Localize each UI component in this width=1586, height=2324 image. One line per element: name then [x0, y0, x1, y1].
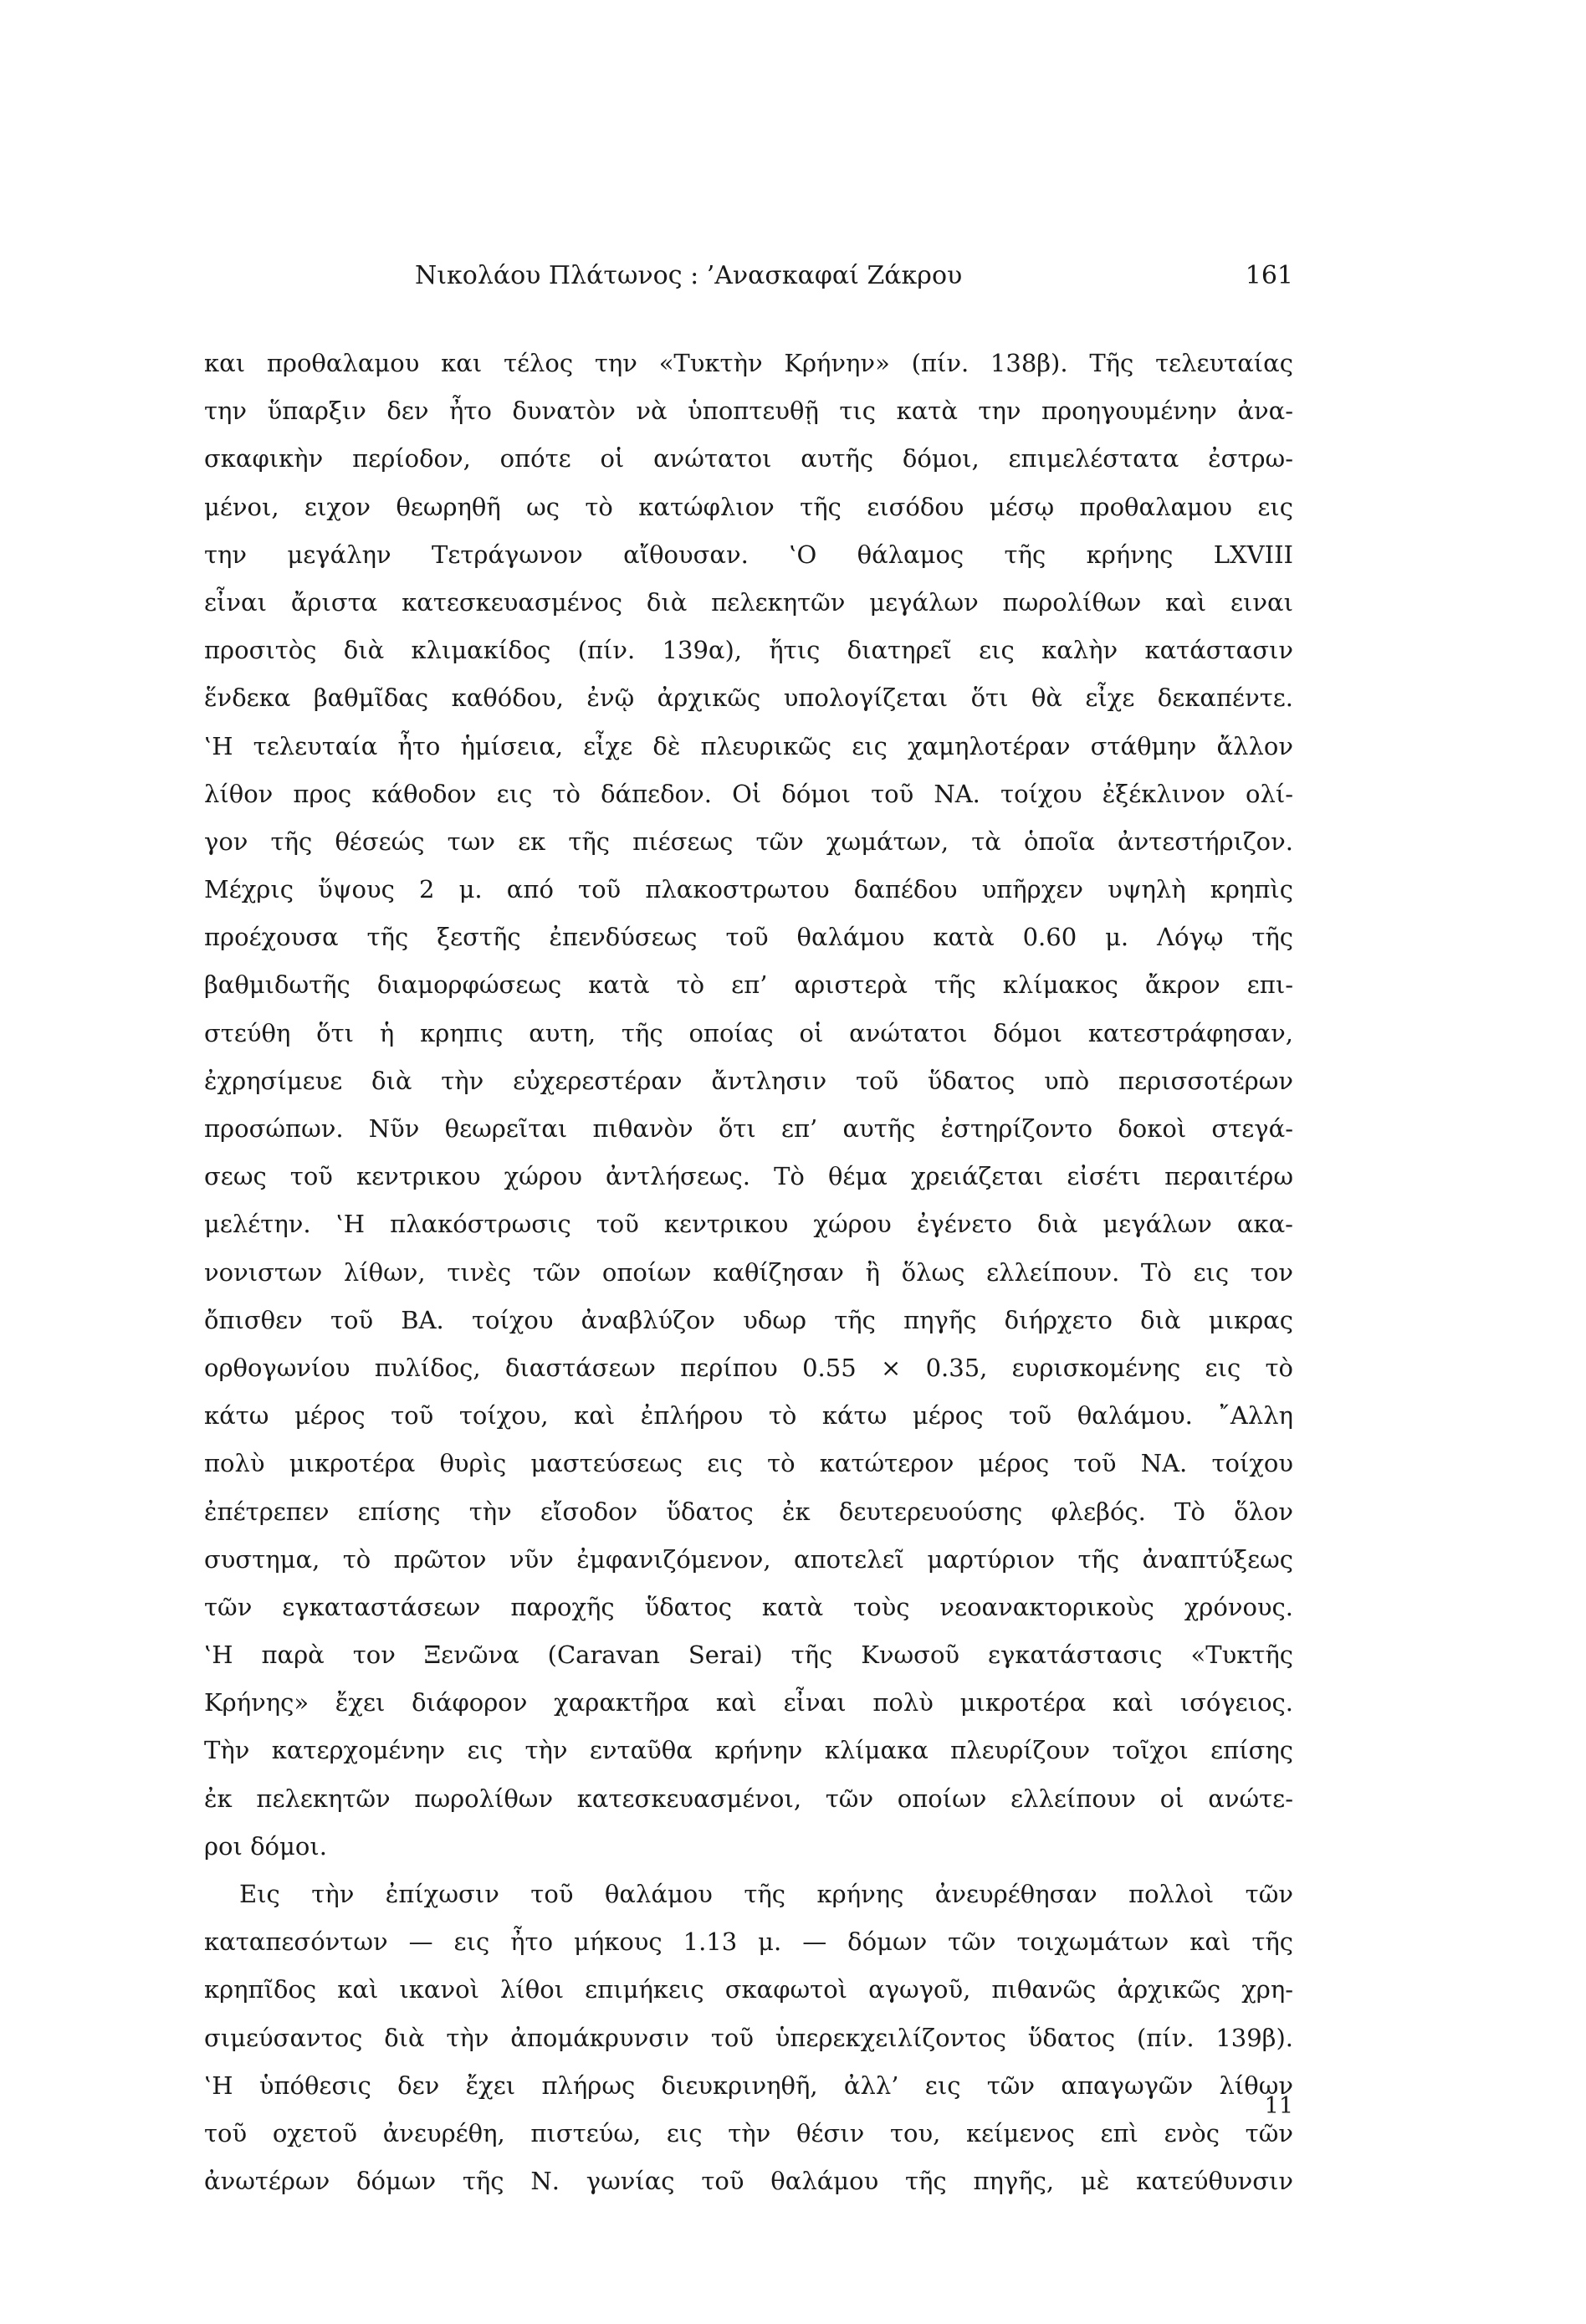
- running-head: [415, 256, 1293, 296]
- text-line: ροι δόμοι.: [204, 1831, 327, 1861]
- signature-mark: 11: [1264, 2093, 1293, 2119]
- text-line: ‛Η παρὰ τον Ξενῶνα (Caravan Serai) τῆς Κνωσοῦ εγκατάστασις «Τυκτῆς: [204, 1641, 1293, 1670]
- text-line: συστημα, τὸ πρῶτον νῦν ἐμφανιζόμενον, αποτελεῖ μαρτύριον τῆς ἀναπτύξεως: [204, 1544, 1293, 1574]
- text-line: σεως τοῦ κεντρικου χώρου ἀντλήσεως. Τὸ θέμα χρειάζεται εἰσέτι περαιτέρω: [204, 1162, 1293, 1191]
- text-line: τῶν εγκαταστάσεων παροχῆς ὕδατος κατὰ τοὺς νεοανακτορικοὺς χρόνους.: [204, 1592, 1293, 1621]
- text-line: καταπεσόντων — εις ἦτο μήκους 1.13 μ. — δόμων τῶν τοιχωμάτων καὶ τῆς: [204, 1927, 1293, 1957]
- text-line: ἀνωτέρων δόμων τῆς Ν. γωνίας τοῦ θαλάμου τῆς πηγῆς, μὲ κατεύθυνσιν: [204, 2167, 1293, 2196]
- text-line: μελέτην. ‛Η πλακόστρωσις τοῦ κεντρικου χώρου ἐγένετο διὰ μεγάλων ακα-: [204, 1210, 1293, 1239]
- text-line: ‛Η τελευταία ἦτο ἡμίσεια, εἶχε δὲ πλευρικῶς εις χαμηλοτέραν στάθμην ἄλλον: [204, 731, 1293, 760]
- text-line: σκαφικὴν περίοδον, οπότε οἱ ανώτατοι αυτῆς δόμοι, επιμελέστατα ἐστρω-: [204, 444, 1293, 474]
- text-line: ορθογωνίου πυλίδος, διαστάσεων περίπου 0.55 × 0.35, ευρισκομένης εις τὸ: [204, 1353, 1293, 1382]
- text-line: προέχουσα τῆς ξεστῆς ἐπενδύσεως τοῦ θαλάμου κατὰ 0.60 μ. Λόγῳ τῆς: [204, 923, 1293, 952]
- text-line: Τὴν κατερχομένην εις τὴν ενταῦθα κρήνην κλίμακα πλευρίζουν τοῖχοι επίσης: [204, 1736, 1293, 1765]
- text-line: ἐπέτρεπεν επίσης τὴν εἴσοδον ὕδατος ἐκ δευτερευούσης φλεβός. Τὸ ὅλον: [204, 1497, 1293, 1526]
- text-line: στεύθη ὅτι ἡ κρηπις αυτη, τῆς οποίας οἱ ανώτατοι δόμοι κατεστράφησαν,: [204, 1018, 1293, 1047]
- text-line: ἐχρησίμευε διὰ τὴν εὐχερεστέραν ἄντλησιν τοῦ ὕδατος υπὸ περισσοτέρων: [204, 1066, 1293, 1095]
- body-text: [204, 340, 1293, 2205]
- page-number: 161: [1245, 261, 1293, 290]
- text-line: προσώπων. Νῦν θεωρεῖται πιθανὸν ὅτι επ’ αυτῆς ἐστηρίζοντο δοκοὶ στεγά-: [204, 1114, 1293, 1143]
- text-line: Κρήνης» ἔχει διάφορον χαρακτῆρα καὶ εἶναι πολὺ μικροτέρα καὶ ισόγειος.: [204, 1688, 1293, 1717]
- text-line: ‛Η ὑπόθεσις δεν ἔχει πλήρως διευκρινηθῆ, ἀλλ’ εις τῶν απαγωγῶν λίθων: [204, 2071, 1293, 2100]
- text-line: πολὺ μικροτέρα θυρὶς μαστεύσεως εις τὸ κατώτερον μέρος τοῦ ΝΑ. τοίχου: [204, 1449, 1293, 1478]
- running-head-title: Νικολάου Πλάτωνος : ’Ανασκαφαί Ζάκρου: [415, 261, 963, 290]
- text-line: προσιτὸς διὰ κλιμακίδος (πίν. 139α), ἥτις διατηρεῖ εις καλὴν κατάστασιν: [204, 636, 1293, 665]
- text-line: βαθμιδωτῆς διαμορφώσεως κατὰ τὸ επ’ αριστερὰ τῆς κλίμακος ἄκρον επι-: [204, 970, 1293, 1000]
- text-line: την μεγάλην Τετράγωνον αἴθουσαν. ‛Ο θάλαμος τῆς κρήνης LXVIII: [204, 540, 1293, 569]
- text-line: ἕνδεκα βαθμῖδας καθόδου, ἐνῷ ἀρχικῶς υπολογίζεται ὅτι θὰ εἶχε δεκαπέντε.: [204, 683, 1293, 713]
- text-line: κρηπῖδος καὶ ικανοὶ λίθοι επιμήκεις σκαφωτοὶ αγωγοῦ, πιθανῶς ἀρχικῶς χρη-: [204, 1975, 1293, 2004]
- text-line: ἐκ πελεκητῶν πωρολίθων κατεσκευασμένοι, τῶν οποίων ελλείπουν οἱ ανώτε-: [204, 1784, 1293, 1813]
- text-line: Μέχρις ὕψους 2 μ. από τοῦ πλακοστρωτου δαπέδου υπῆρχεν υψηλὴ κρηπὶς: [204, 875, 1293, 904]
- text-line: εἶναι ἄριστα κατεσκευασμένος διὰ πελεκητῶν μεγάλων πωρολίθων καὶ ειναι: [204, 587, 1293, 617]
- text-line: την ὕπαρξιν δεν ἦτο δυνατὸν νὰ ὑποπτευθῇ τις κατὰ την προηγουμένην ἀνα-: [204, 397, 1293, 426]
- text-line: τοῦ οχετοῦ ἀνευρέθη, πιστεύω, εις τὴν θέσιν του, κείμενος επὶ ενὸς τῶν: [204, 2118, 1293, 2147]
- text-line: ὄπισθεν τοῦ ΒΑ. τοίχου ἀναβλύζον υδωρ τῆς πηγῆς διήρχετο διὰ μικρας: [204, 1305, 1293, 1334]
- text-line: και προθαλαμου και τέλος την «Τυκτὴν Κρήνην» (πίν. 138β). Τῆς τελευταίας: [204, 349, 1293, 377]
- text-line: λίθον προς κάθοδον εις τὸ δάπεδον. Οἱ δόμοι τοῦ ΝΑ. τοίχου ἐξέκλινον ολί-: [204, 779, 1293, 808]
- text-line: σιμεύσαντος διὰ τὴν ἀπομάκρυνσιν τοῦ ὑπερεκχειλίζοντος ὕδατος (πίν. 139β).: [204, 2023, 1293, 2052]
- text-line: κάτω μέρος τοῦ τοίχου, καὶ ἐπλήρου τὸ κάτω μέρος τοῦ θαλάμου. ῎Αλλη: [204, 1401, 1293, 1431]
- text-line: γον τῆς θέσεώς των εκ τῆς πιέσεως τῶν χωμάτων, τὰ ὁποῖα ἀντεστήριζον.: [204, 827, 1293, 856]
- text-line: νονιστων λίθων, τινὲς τῶν οποίων καθίζησαν ἢ ὅλως ελλείπουν. Τὸ εις τον: [204, 1257, 1293, 1287]
- text-line: Εις τὴν ἐπίχωσιν τοῦ θαλάμου τῆς κρήνης ἀνευρέθησαν πολλοὶ τῶν: [239, 1880, 1293, 1908]
- text-line: μένοι, ειχον θεωρηθῆ ως τὸ κατώφλιον τῆς εισόδου μέσῳ προθαλαμου εις: [204, 492, 1293, 521]
